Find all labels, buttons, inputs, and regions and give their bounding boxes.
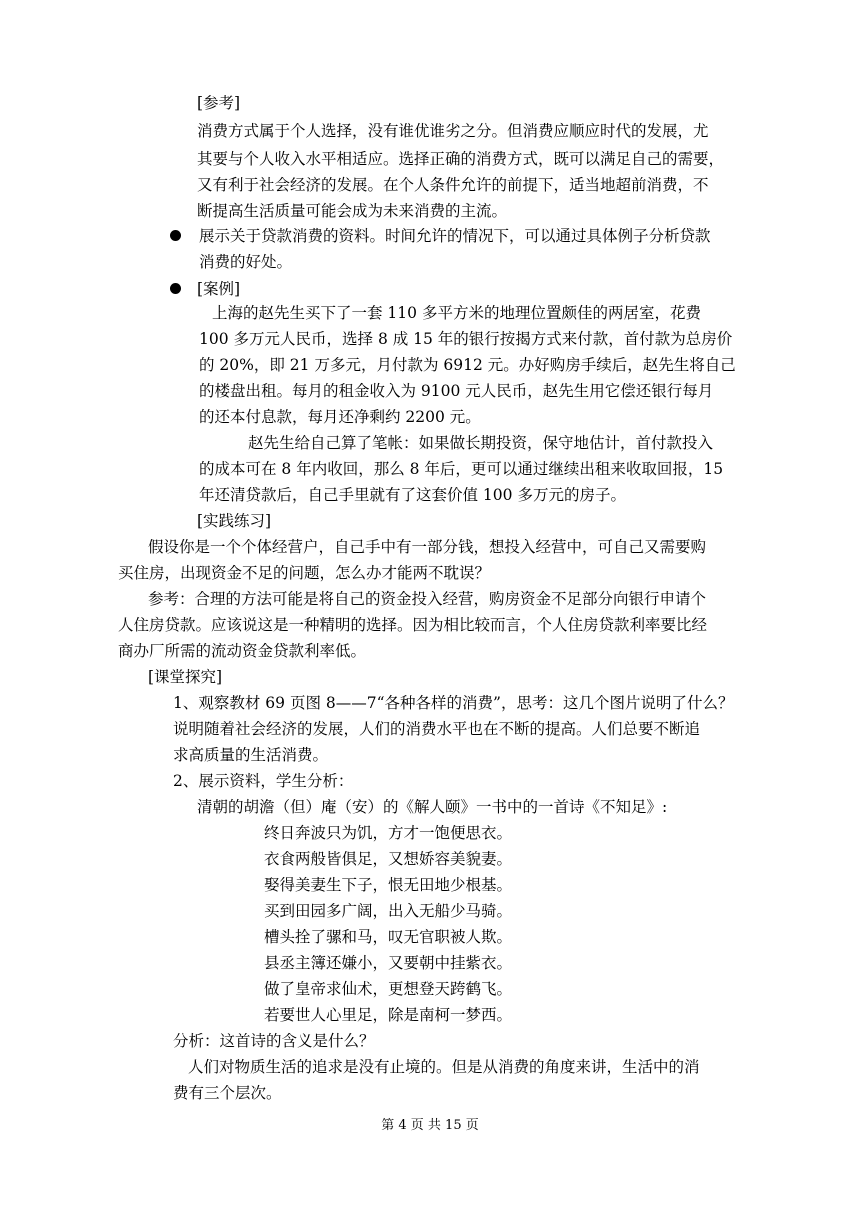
- case-heading: [案例]: [197, 280, 241, 298]
- explore-item-line: 2、展示资料，学生分析：: [173, 772, 354, 790]
- case-line: 的成本可在 8 年内收回，那么 8 年后，更可以通过继续出租来收取回报，15: [199, 460, 724, 478]
- case-line: 的 20%，即 21 万多元，月付款为 6912 元。办好购房手续后，赵先生将自己: [199, 356, 736, 374]
- page-number: 第 4 页 共 15 页: [381, 1118, 479, 1133]
- poem-line: 买到田园多广阔，出入无船少马骑。: [264, 902, 513, 920]
- explore-item-line: 说明随着社会经济的发展，人们的消费水平也在不断的提高。人们总要不断追: [173, 720, 701, 738]
- practice-question-line: 假设你是一个个体经营户，自己手中有一部分钱，想投入经营中，可自己又需要购: [148, 538, 707, 556]
- practice-question-line: 买住房，出现资金不足的问题，怎么办才能两不耽误？: [118, 564, 491, 582]
- reference-line: 断提高生活质量可能会成为未来消费的主流。: [197, 202, 508, 220]
- poem-line: 槽头拴了骡和马，叹无官职被人欺。: [264, 928, 513, 946]
- case-line: 的还本付息款，每月还净剩约 2200 元。: [199, 408, 481, 426]
- reference-line: 消费方式属于个人选择，没有谁优谁劣之分。但消费应顺应时代的发展，尤: [197, 122, 709, 140]
- explore-item-line: 求高质量的生活消费。: [173, 746, 329, 764]
- poem-line: 县丞主簿还嫌小，又要朝中挂紫衣。: [264, 954, 513, 972]
- poem-line: 若要世人心里足，除是南柯一梦西。: [264, 1006, 513, 1024]
- conclusion-line: 费有三个层次。: [173, 1084, 282, 1102]
- analysis-question: 分析：这首诗的含义是什么？: [173, 1032, 375, 1050]
- reference-line: 又有利于社会经济的发展。在个人条件允许的前提下，适当地超前消费，不: [197, 176, 709, 194]
- bullet-text: 消费的好处。: [199, 253, 293, 271]
- case-line: 100 多万元人民币，选择 8 成 15 年的银行按揭方式来付款，首付款为总房价: [199, 330, 733, 348]
- poem-line: 娶得美妻生下子，恨无田地少根基。: [264, 876, 513, 894]
- bullet-icon: [170, 230, 181, 241]
- reference-heading: [参考]: [197, 94, 241, 112]
- practice-answer-line: 商办厂所需的流动资金贷款利率低。: [118, 642, 367, 660]
- case-line: 的楼盘出租。每月的租金收入为 9100 元人民币，赵先生用它偿还银行每月: [199, 382, 714, 400]
- poem-intro: 清朝的胡澹（但）庵（安）的《解人颐》一书中的一首诗《不知足》:: [197, 798, 668, 816]
- practice-answer-line: 人住房贷款。应该说这是一种精明的选择。因为相比较而言，个人住房贷款利率要比经: [118, 616, 708, 634]
- explore-item-line: 1、观察教材 69 页图 8——7“各种各样的消费”，思考：这几个图片说明了什么？: [173, 694, 734, 712]
- bullet-text: 展示关于贷款消费的资料。时间允许的情况下，可以通过具体例子分析贷款: [199, 227, 711, 245]
- case-line: 赵先生给自己算了笔帐：如果做长期投资，保守地估计，首付款投入: [248, 434, 714, 452]
- explore-heading: [课堂探究]: [148, 668, 223, 686]
- bullet-icon: [170, 283, 181, 294]
- practice-heading: [实践练习]: [197, 512, 272, 530]
- practice-answer-line: 参考：合理的方法可能是将自己的资金投入经营，购房资金不足部分向银行申请个: [148, 590, 707, 608]
- conclusion-line: 人们对物质生活的追求是没有止境的。但是从消费的角度来讲，生活中的消: [188, 1058, 700, 1076]
- poem-line: 终日奔波只为饥，方才一饱便思衣。: [264, 824, 513, 842]
- poem-line: 做了皇帝求仙术，更想登天跨鹤飞。: [264, 980, 513, 998]
- poem-line: 衣食两般皆俱足，又想娇容美貌妻。: [264, 850, 513, 868]
- case-line: 上海的赵先生买下了一套 110 多平方米的地理位置颇佳的两居室，花费: [212, 304, 701, 322]
- case-line: 年还清贷款后，自己手里就有了这套价值 100 多万元的房子。: [199, 486, 626, 504]
- reference-line: 其要与个人收入水平相适应。选择正确的消费方式，既可以满足自己的需要，: [197, 150, 725, 168]
